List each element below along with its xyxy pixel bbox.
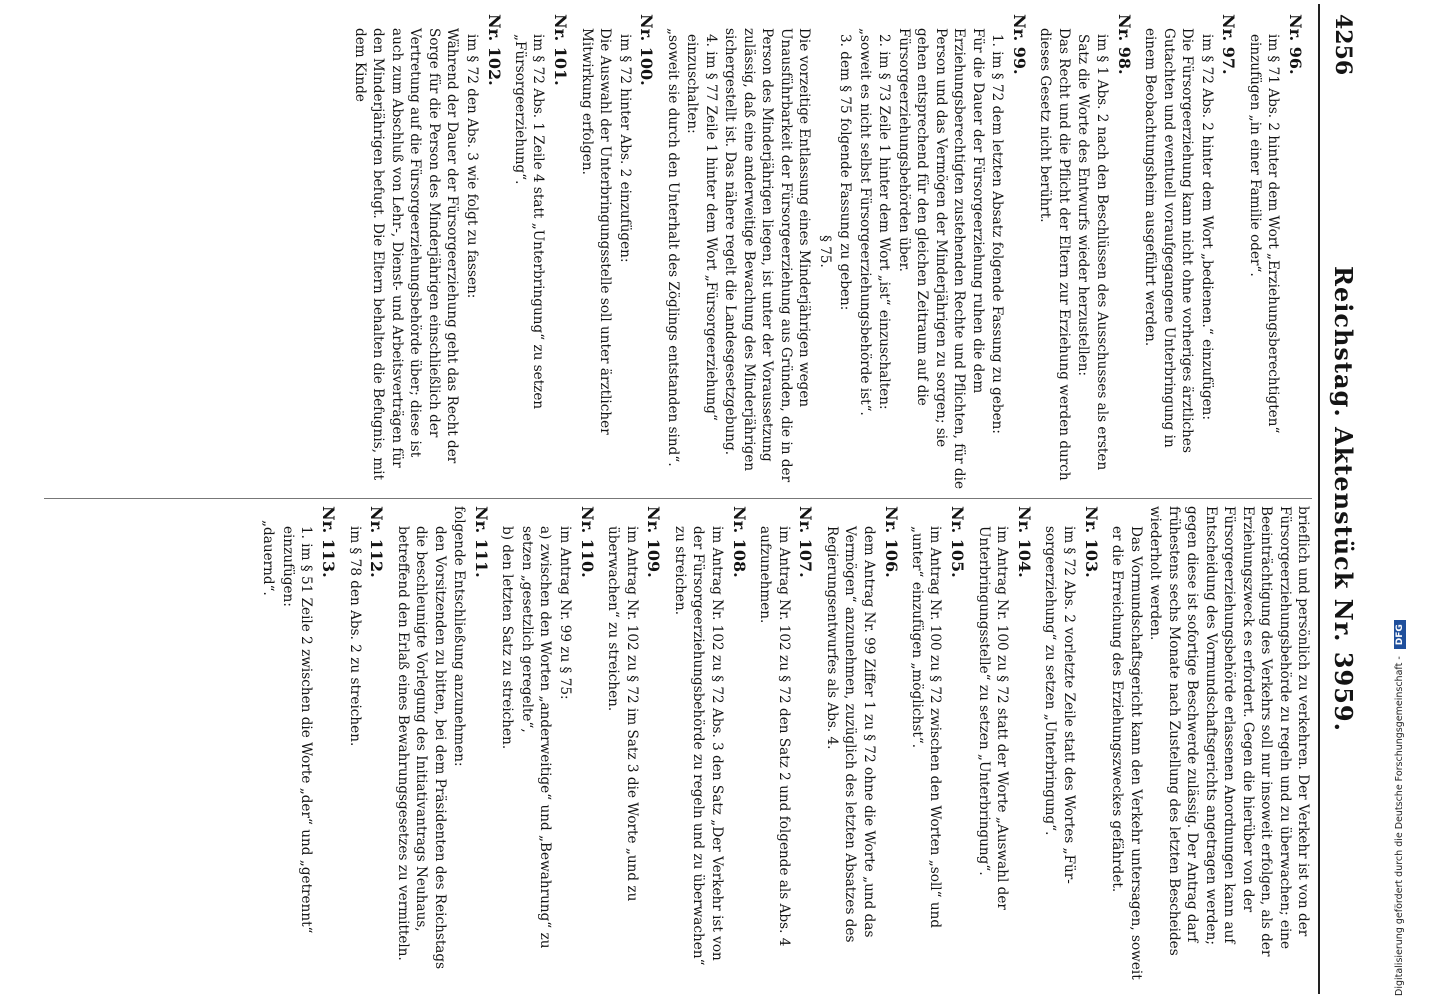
item-subpoint: a) zwischen den Worten „anderweitige“ und „Bewahrung“ zu setzen „gesetzlich geregelte“, (518, 526, 554, 949)
item-subpoint: b) den letzten Satz zu streichen. (499, 526, 516, 750)
item-number: Nr. 97. (1219, 14, 1239, 75)
item-text: 3. dem § 75 folgende Fassung zu geben: (837, 34, 854, 311)
item-quote: Das Recht und die Pflicht der Eltern zur Erziehung werden durch dieses Gesetz nicht berührt. (1037, 28, 1072, 481)
item-text: dem Antrag Nr. 99 Ziffer 1 zu § 72 ohne die Worte „und das Vermögen“ anzunehmen, zuzüglich des letzten Absatzes des Regierungsentwurfes als Abs. 4. (823, 526, 877, 943)
continued-text: Das Vormundschaftsgericht kann den Verkehr untersagen, soweit er die Erreichung des Erziehungszweckes gefährdet. (1109, 526, 1144, 980)
item-text: 2. im § 73 Zeile 1 hinter dem Wort „ist“ einzuschalten: (876, 34, 893, 410)
item-number: Nr. 104. (1014, 506, 1034, 578)
item-number: Nr. 103. (1081, 506, 1101, 578)
item-number: Nr. 106. (881, 506, 901, 578)
item-text: im Antrag Nr. 102 zu § 72 Abs. 3 den Satz „Der Verkehr ist von der Fürsorgeerziehungsbehörde zu regeln und zu überwachen“ zu streichen. (671, 526, 725, 966)
item-text: folgende Entschließung anzunehmen: (451, 506, 468, 767)
item-text: im § 71 Abs. 2 hinter dem Wort „Erziehungsberechtigten“ einzufügen „in einer Familie oder“. (1246, 34, 1282, 434)
item-text: im Antrag Nr. 100 zu § 72 statt der Worte „Auswahl der Unterbringungsstelle“ zu setzen „Unterbringung“. (975, 526, 1011, 910)
item-number: Nr. 98. (1114, 14, 1134, 75)
continued-text: brieflich und persönlich zu verkehren. Der Verkehr ist von der Fürsorgeerziehungsbehörde zu regeln und zu überwachen; eine Beeinträchtigung des Verkehrs soll nur insoweit erfolgen, als der Erziehungszweck es erfordert. Gegen die hierüber von der Fürsorgeerziehungsbehörde erlassenen Anordnungen kann auf Entscheidung des Vormundschaftsgerichts angetragen werden; gegen diese ist sofortige Beschwerde zulässig. Der Antrag darf frühestens sechs Monate nach Zustellung des letzten Bescheides wiederholt werden. (1147, 506, 1311, 957)
item-text: im Antrag Nr. 102 zu § 72 im Satz 3 die Worte „und zu überwachen“ zu streichen. (605, 526, 640, 902)
item-number: Nr. 112. (367, 506, 387, 578)
page-number: 4256 (1330, 14, 1356, 76)
digitization-credit (1394, 6, 1406, 996)
dfg-logo: DFG (1394, 620, 1406, 649)
item-quote: den Vorsitzenden zu bitten, bei dem Präsidenten des Reichstags die beschleunigte Vorlegung des Initiativantrags Neuhaus, betreffend den Erlaß eines Bewahrungsgesetzes zu vermitteln. (394, 526, 448, 970)
item-text: 1. im § 51 Zeile 2 zwischen die Worte „der“ und „getrennt“ einzufügen: (279, 526, 315, 934)
paragraph-heading: § 75. (816, 235, 833, 268)
item-quote: Die Auswahl der Unterbringungsstelle soll unter ärztlicher Mitwirkung erfolgen. (578, 28, 614, 435)
item-number: Nr. 96. (1286, 14, 1305, 75)
item-text: im § 72 hinter Abs. 2 einzufügen: (616, 34, 633, 263)
item-text: im § 78 den Abs. 2 zu streichen. (346, 526, 363, 747)
column-divider (44, 498, 1312, 499)
item-text: im Antrag Nr. 99 zu § 75: (556, 526, 573, 700)
item-text: im § 72 Abs. 2 hinter dem Wort „bedienen.“ einzufügen: (1198, 34, 1215, 421)
item-text: im § 1 Abs. 2 nach den Beschlüssen des Ausschusses als ersten Satz die Worte des Entwurfs wieder herzustellen: (1075, 34, 1110, 471)
item-number: Nr. 113. (319, 506, 339, 578)
right-column (258, 506, 1312, 981)
item-number: Nr. 100. (637, 14, 657, 86)
item-quote: Während der Dauer der Fürsorgeerziehung geht das Recht der Sorge für die Person des Minderjährigen einschließlich der Vertretung auf die Fürsorgeerziehungsbehörde über; diese ist auch zum Abschluß von Lehr-, Dienst- und Arbeitsverträgen für den Minderjährigen befugt. Die Eltern behalten die Befugnis, mit dem Kinde (351, 28, 461, 481)
item-quote: „dauernd“. (260, 520, 277, 596)
item-quote: Die vorzeitige Entlassung eines Minderjährigen wegen Unausführbarkeit der Fürsorgeerziehung aus Gründen, die in der Person des Minderjährigen liegen, ist unter der Voraussetzung zulässig, daß eine anderweitige Bewachung des Minderjährigen sichergestellt ist. Das nähere regelt die Landesgesetzgebung. (722, 28, 813, 483)
item-number: Nr. 107. (796, 506, 816, 578)
item-text: 1. im § 72 dem letzten Absatz folgende Fassung zu geben: (989, 34, 1006, 434)
item-number: Nr. 101. (551, 14, 571, 86)
item-text: im § 72 Abs. 2 vorletzte Zeile statt des Wortes „Fürsorgeerziehung“ zu setzen „Unterbringung“. (1042, 526, 1077, 884)
item-number: Nr. 109. (644, 506, 664, 578)
page-title: Reichstag. Aktenstück Nr. 3959. (1329, 266, 1358, 732)
item-number: Nr. 108. (729, 506, 749, 578)
rotated-page (34, 4, 1364, 994)
item-number: Nr. 105. (948, 506, 968, 578)
page-header (1318, 4, 1364, 994)
item-number: Nr. 102. (484, 14, 504, 86)
credit-text: Digitalisierung gefördert durch die Deutsche Forschungsgemeinschaft - (1394, 656, 1405, 996)
item-text: 4. im § 77 Zeile 1 hinter dem Wort „Fürsorgeerziehung“ einzuschalten: (684, 34, 719, 421)
item-text: im § 72 den Abs. 3 wie folgt zu fassen: (463, 34, 480, 299)
item-number: Nr. 111. (471, 506, 491, 578)
item-text: im § 72 Abs. 1 Zeile 4 statt „Unterbringung“ zu setzen „Fürsorgeerziehung“. (512, 34, 547, 410)
left-column (349, 14, 1312, 489)
item-quote: Die Fürsorgeerziehung kann nicht ohne vorheriges ärztliches Gutachten und eventuell voraufgegangene Unterbringung in einem Beobachtungsheim ausgeführt werden. (1142, 28, 1196, 453)
item-quote: Für die Dauer der Fürsorgeerziehung ruhen die dem Erziehungsberechtigten zustehenden Rechte und Pflichten, für die Person und das Vermögen der Minderjährigen zu sorgen; sie gehen entsprechend für den gleichen Zeitraum auf die Fürsorgeerziehungsbehörden über. (895, 28, 986, 489)
item-quote: „soweit sie durch den Unterhalt des Zöglings entstanden sind“. (664, 28, 681, 467)
item-number: Nr. 99. (1009, 14, 1029, 75)
item-quote: „soweit es nicht selbst Fürsorgeerziehungsbehörde ist“. (856, 28, 873, 416)
item-text: im Antrag Nr. 100 zu § 72 zwischen den Worten „soll“ und „unter“ einzufügen „möglichst“. (909, 526, 944, 929)
item-number: Nr. 110. (577, 506, 597, 578)
item-text: im Antrag Nr. 102 zu § 72 den Satz 2 und folgende als Abs. 4 aufzunehmen. (757, 526, 792, 947)
